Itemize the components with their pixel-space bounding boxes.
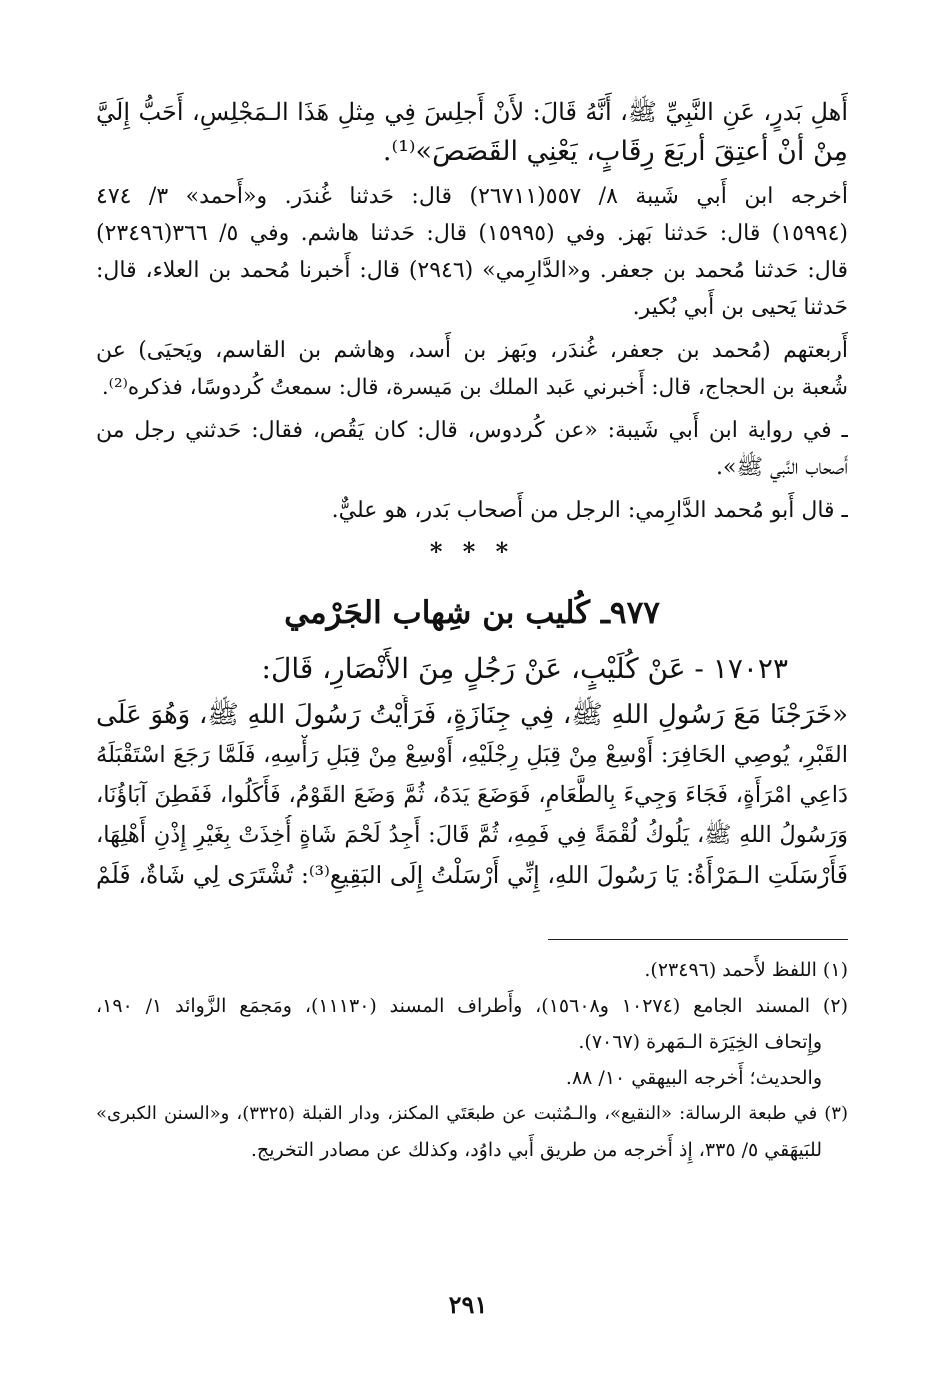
footnote-2-line: (٢) المسند الجامع (١٠٢٧٤ و١٥٦٠٨)، وأَطراف المسند (١١١٣٠)، ومَجمَع الزَّوائد ١/ ١٩٠، xyxy=(96,995,848,1017)
footnotes xyxy=(96,952,848,1168)
takhrij-line: قال: حَدثنا مُحمد بن جعفر. و«الدَّارِمي» (٢٩٤٦) قال: أَخبرنا مُحمد بن العلاء، قال: xyxy=(96,258,848,283)
takhrij-line: أَربعتهم (مُحمد بن جعفر، غُندَر، وبَهز بن أَسد، وهاشم بن القاسم، ويَحيَى) عن xyxy=(96,338,848,363)
footnote-1: (١) اللفظ لأَحمد (٢٣٤٩٦). xyxy=(644,959,848,981)
takhrij-line: (١٥٩٩٤) قال: حَدثنا بَهز. وفي (١٥٩٩٥) قال: حَدثنا هاشم. وفي ٥/ ٣٦٦(٢٣٤٩٦) xyxy=(96,221,848,246)
hadith-line: «خَرَجْنَا مَعَ رَسُولِ اللهِ ﷺ، فِي جِنَازَةٍ، فَرَأَيْتُ رَسُولَ اللهِ ﷺ، وَهُوَ عَلَى xyxy=(96,700,848,730)
takhrij-paragraph-1 xyxy=(96,178,848,326)
footnote-3-line: للبَيهَقي ٥/ ٣٣٥، إِذ أَخرجه من طريق أَبي داوُد، وكذلك عن مصادر التخريج. xyxy=(250,1139,822,1161)
page-content xyxy=(96,92,848,1168)
takhrij-line: شُعبة بن الحجاج، قال: أَخبرني عَبد الملك بن مَيسرة، قال: سمعتُ كُردوسًا، فذكره⁽²⁾. xyxy=(101,375,848,400)
continuation-line: أَهلِ بَدرٍ، عَنِ النَّبِيِّ ﷺ، أَنَّهُ قَالَ: لأَنْ أَجلِسَ فِي مِثلِ هَذَا الـمَجْلِسِ، أَحَبُّ إِلَيَّ xyxy=(96,98,848,126)
takhrij-paragraph-3 xyxy=(96,412,848,486)
takhrij-paragraph-2 xyxy=(96,332,848,406)
footnote-2-extra: والحديث؛ أَخرجه البيهقي ١٠/ ٨٨. xyxy=(565,1067,822,1089)
takhrij-paragraph-4 xyxy=(96,492,848,529)
footnote-divider xyxy=(548,939,848,940)
takhrij-line: ـ في رواية ابن أَبي شَيبة: «عن كُردوس، قال: كان يَقُص، فقال: حَدثني رجل من xyxy=(96,418,848,443)
takhrij-line: أخرجه ابن أَبي شَيبة ٨/ ٥٥٧(٢٦٧١١) قال: حَدثنا غُندَر. و«أَحمد» ٣/ ٤٧٤ xyxy=(96,184,848,209)
takhrij-line: ـ قال أَبو مُحمد الدَّارِمي: الرجل من أَصحاب بَدر، هو عليٌّ. xyxy=(331,498,848,523)
hadith-line: القَبْرِ، يُوصِي الحَافِرَ: أَوْسِعْ مِنْ قِبَلِ رِجْلَيْهِ، أَوْسِعْ مِنْ قِبَلِ رَأْسِهِ، فَلَمَّا رَجَعَ اسْتَقْبَلَهُ xyxy=(96,742,848,768)
hadith-text xyxy=(96,695,848,895)
hadith-intro: ١٧٠٢٣ - عَنْ كُلَيْبٍ، عَنْ رَجُلٍ مِنَ الأَنْصَارِ، قَالَ: xyxy=(261,652,788,685)
page-number: ٢٩١ xyxy=(448,1290,488,1319)
hadith-line: وَرَسُولُ اللهِ ﷺ، يَلُوكُ لُقْمَةً فِي فَمِهِ، ثُمَّ قَالَ: أَجِدُ لَحْمَ شَاةٍ أُخِذَتْ بِغَيْرِ إِذْنِ أَهْلِهَا، xyxy=(96,822,848,848)
continuation-line: مِنْ أَنْ أُعتِقَ أَربَعَ رِقَابٍ، يَعْنِي القَصَصَ»⁽¹⁾. xyxy=(382,136,848,167)
chapter-heading: ٩٧٧ـ كُليب بن شِهاب الجَرْمي xyxy=(284,595,660,631)
footnote-2-line: وإِتحاف الخِيَرَة الـمَهرة (٧٠٦٧). xyxy=(578,1031,822,1053)
footnote-3-line: (٣) في طبعة الرسالة: «النقيع»، والـمُثبت عن طبعَتَي المكنز، ودار القبلة (٣٣٢٥)، و«السنن الكبرى» xyxy=(96,1103,848,1124)
takhrij-line: حَدثنا يَحيى بن أَبي بُكير. xyxy=(632,295,848,320)
hadith-continuation xyxy=(96,92,848,172)
section-separator: * * * xyxy=(429,537,515,566)
hadith-line: دَاعِي امْرَأَةٍ، فَجَاءَ وَجِيءَ بِالطَّعَامِ، فَوَضَعَ يَدَهُ، ثُمَّ وَضَعَ القَوْمُ، فَأَكَلُوا، فَفَطِنَ آبَاؤُنَا، xyxy=(96,782,848,808)
takhrij-line: أَصحاب النَّبي ﷺ». xyxy=(716,455,848,480)
hadith-line: فَأَرْسَلَتِ الـمَرْأَةُ: يَا رَسُولَ اللهِ، إِنِّي أَرْسَلْتُ إِلَى البَقِيعِ⁽³⁾: تُشْتَرَى لِي شَاةٌ، فَلَمْ xyxy=(96,861,848,889)
